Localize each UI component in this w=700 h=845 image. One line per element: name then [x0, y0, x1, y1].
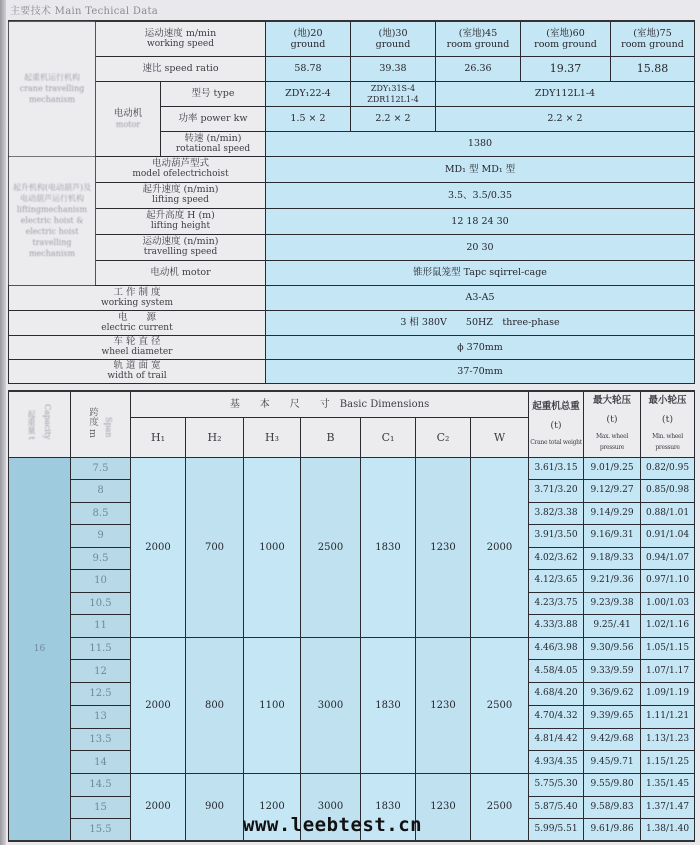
speed-1: (地)30 ground [351, 21, 436, 56]
dim-h3: 1000 [244, 457, 301, 637]
min-value: 0.88/1.01 [641, 502, 695, 525]
power-c: 2.2 × 2 [436, 106, 695, 131]
hoist-model-value: MD₁ 型 MD₁ 型 [266, 156, 695, 182]
max-value: 9.55/9.80 [584, 774, 641, 796]
electric-current-value: 3 相 380V 50HZ three-phase [266, 310, 695, 335]
span-value: 13 [71, 705, 131, 728]
ratio-4: 15.88 [611, 56, 695, 81]
working-system-value: A3-A5 [266, 285, 695, 310]
min-value: 0.85/0.98 [641, 480, 695, 503]
label-working-speed: 运动速度 m/min working speed [96, 21, 266, 56]
header-span: 跨度 m Span [71, 391, 131, 457]
group-label-cn: 起重机运行机构 [24, 73, 80, 83]
dim-b: 2500 [301, 457, 361, 637]
label-type: 型号 type [161, 81, 266, 106]
span-value: 14 [71, 751, 131, 774]
travelling-speed-value: 20 30 [266, 234, 695, 260]
max-value: 9.21/9.36 [584, 570, 641, 593]
dim-b: 3000 [301, 774, 361, 841]
wheel-diameter-value: ϕ 370mm [266, 335, 695, 359]
min-value: 1.15/1.25 [641, 751, 695, 774]
span-value: 11.5 [71, 637, 131, 660]
power-b: 2.2 × 2 [351, 106, 436, 131]
weight-value: 4.68/4.20 [529, 683, 584, 706]
label-hoist-model: 电动葫芦型式 model ofelectrichoist [96, 156, 266, 182]
speed-3: (室地)60 room ground [521, 21, 611, 56]
weight-value: 4.12/3.65 [529, 570, 584, 593]
dim-w: 2500 [471, 637, 529, 774]
weight-value: 4.46/3.98 [529, 637, 584, 660]
span-value: 11 [71, 615, 131, 638]
dim-c1: 1830 [361, 457, 416, 637]
dim-h1: 2000 [131, 457, 186, 637]
speed-2: (室地)45 room ground [436, 21, 521, 56]
dim-h3: 1100 [244, 637, 301, 774]
header-h2: H₂ [186, 417, 244, 457]
main-technical-table [8, 20, 695, 384]
dim-w: 2000 [471, 457, 529, 637]
weight-value: 4.33/3.88 [529, 615, 584, 638]
max-value: 9.12/9.27 [584, 480, 641, 503]
lifting-speed-value: 3.5、3.5/0.35 [266, 182, 695, 208]
type-b: ZDY₁31S-4 ZDR112L1-4 [351, 81, 436, 106]
span-value: 12.5 [71, 683, 131, 706]
label-travelling-speed: 运动速度 (n/min) travelling speed [96, 234, 266, 260]
max-value: 9.25/.41 [584, 615, 641, 638]
label-electric-current: 电 源 electric current [9, 310, 266, 335]
min-value: 0.91/1.04 [641, 525, 695, 548]
header-h1: H₁ [131, 417, 186, 457]
min-value: 1.35/1.45 [641, 774, 695, 796]
label-power: 功率 power kw [161, 106, 266, 131]
dim-c2: 1230 [416, 457, 471, 637]
min-value: 1.02/1.16 [641, 615, 695, 638]
header-total-weight: 起重机总重 (t) Crane total weight [529, 391, 584, 457]
span-value: 10 [71, 570, 131, 593]
max-value: 9.30/9.56 [584, 637, 641, 660]
min-value: 1.00/1.03 [641, 592, 695, 615]
max-value: 9.33/9.59 [584, 660, 641, 683]
max-value: 9.36/9.62 [584, 683, 641, 706]
lifting-height-value: 12 18 24 30 [266, 208, 695, 234]
dim-b: 3000 [301, 637, 361, 774]
ratio-1: 39.38 [351, 56, 436, 81]
min-value: 1.11/1.21 [641, 705, 695, 728]
span-value: 8 [71, 480, 131, 503]
rotational-speed-value: 1380 [266, 131, 695, 156]
label-wheel-diameter: 车 轮 直 径 wheel diameter [9, 335, 266, 359]
label-speed-ratio: 速比 speed ratio [96, 56, 266, 81]
dim-c1: 1830 [361, 774, 416, 841]
span-value: 14.5 [71, 774, 131, 796]
type-a: ZDY₁22-4 [266, 81, 351, 106]
weight-value: 4.02/3.62 [529, 547, 584, 570]
max-value: 9.42/9.68 [584, 728, 641, 751]
watermark: www.leebtest.cn [243, 814, 423, 836]
span-value: 13.5 [71, 728, 131, 751]
table-row [9, 774, 695, 796]
weight-value: 4.70/4.32 [529, 705, 584, 728]
ratio-2: 26.36 [436, 56, 521, 81]
type-c: ZDY112L1-4 [436, 81, 695, 106]
header-w: W [471, 417, 529, 457]
page-edge [0, 0, 6, 845]
speed-4: (室地)75 room ground [611, 21, 695, 56]
weight-value: 4.81/4.42 [529, 728, 584, 751]
weight-value: 5.75/5.30 [529, 774, 584, 796]
min-value: 1.37/1.47 [641, 796, 695, 818]
power-a: 1.5 × 2 [266, 106, 351, 131]
span-value: 9 [71, 525, 131, 548]
dim-c1: 1830 [361, 637, 416, 774]
label-trail-width: 轨 道 面 宽 width of trail [9, 359, 266, 383]
dimensions-table [8, 390, 695, 842]
max-value: 9.14/9.29 [584, 502, 641, 525]
group-crane-travel [9, 21, 96, 156]
header-max-wheel-pressure: 最大轮压 (t) Max. wheel pressure [584, 391, 641, 457]
weight-value: 4.58/4.05 [529, 660, 584, 683]
span-value: 10.5 [71, 592, 131, 615]
dim-c2: 1230 [416, 637, 471, 774]
motor-group-label: 电动机 motor [96, 81, 161, 156]
dimension-rows [9, 457, 695, 841]
dim-h2: 800 [186, 637, 244, 774]
label-hoist-motor: 电动机 motor [96, 260, 266, 285]
label-lifting-speed: 起升速度 (n/min) lifting speed [96, 182, 266, 208]
min-value: 0.97/1.10 [641, 570, 695, 593]
dim-w: 2500 [471, 774, 529, 841]
min-value: 0.94/1.07 [641, 547, 695, 570]
table-row [9, 457, 695, 480]
ratio-0: 58.78 [266, 56, 351, 81]
label-lifting-height: 起升高度 H (m) lifting height [96, 208, 266, 234]
max-value: 9.23/9.38 [584, 592, 641, 615]
span-value: 15.5 [71, 818, 131, 840]
span-value: 7.5 [71, 457, 131, 480]
dim-h3: 1200 [244, 774, 301, 841]
header-basic-dimensions: 基 本 尺 寸 Basic Dimensions [131, 391, 529, 417]
weight-value: 4.23/3.75 [529, 592, 584, 615]
hoist-motor-value: 锥形鼠笼型 Tapc sqirrel-cage [266, 260, 695, 285]
min-value: 1.09/1.19 [641, 683, 695, 706]
weight-value: 3.71/3.20 [529, 480, 584, 503]
speed-0: (地)20 ground [266, 21, 351, 56]
max-value: 9.45/9.71 [584, 751, 641, 774]
max-value: 9.16/9.31 [584, 525, 641, 548]
weight-value: 3.82/3.38 [529, 502, 584, 525]
dim-h1: 2000 [131, 774, 186, 841]
weight-value: 3.91/3.50 [529, 525, 584, 548]
page-title: 主要技术 Main Techical Data [10, 6, 159, 17]
min-value: 1.07/1.17 [641, 660, 695, 683]
capacity-value: 16 [9, 457, 71, 841]
dim-h2: 900 [186, 774, 244, 841]
span-value: 15 [71, 796, 131, 818]
min-value: 1.13/1.23 [641, 728, 695, 751]
table-row [9, 637, 695, 660]
max-value: 9.61/9.86 [584, 818, 641, 840]
dim-h1: 2000 [131, 637, 186, 774]
dim-c2: 1230 [416, 774, 471, 841]
label-rotational-speed: 转速 (n/min) rotational speed [161, 131, 266, 156]
header-h3: H₃ [244, 417, 301, 457]
header-c1: C₁ [361, 417, 416, 457]
dim-h2: 700 [186, 457, 244, 637]
max-value: 9.18/9.33 [584, 547, 641, 570]
max-value: 9.58/9.83 [584, 796, 641, 818]
group-label-en: crane travelling mechanism [19, 84, 85, 105]
max-value: 9.01/9.25 [584, 457, 641, 480]
header-b: B [301, 417, 361, 457]
label-working-system: 工 作 制 度 working system [9, 285, 266, 310]
ratio-3: 19.37 [521, 56, 611, 81]
weight-value: 5.99/5.51 [529, 818, 584, 840]
trail-width-value: 37-70mm [266, 359, 695, 383]
min-value: 0.82/0.95 [641, 457, 695, 480]
span-value: 8.5 [71, 502, 131, 525]
span-value: 12 [71, 660, 131, 683]
header-capacity: 起重量 t Capacity [9, 391, 71, 457]
weight-value: 5.87/5.40 [529, 796, 584, 818]
header-min-wheel-pressure: 最小轮压 (t) Min. wheel pressure [641, 391, 695, 457]
min-value: 1.05/1.15 [641, 637, 695, 660]
weight-value: 4.93/4.35 [529, 751, 584, 774]
group-hoist: 起升机构(电动葫芦)及电动葫芦运行机构 liftingmechanism electric hoist & electric hoist travelling mechanism [9, 156, 96, 285]
min-value: 1.38/1.40 [641, 818, 695, 840]
weight-value: 3.61/3.15 [529, 457, 584, 480]
max-value: 9.39/9.65 [584, 705, 641, 728]
header-c2: C₂ [416, 417, 471, 457]
span-value: 9.5 [71, 547, 131, 570]
